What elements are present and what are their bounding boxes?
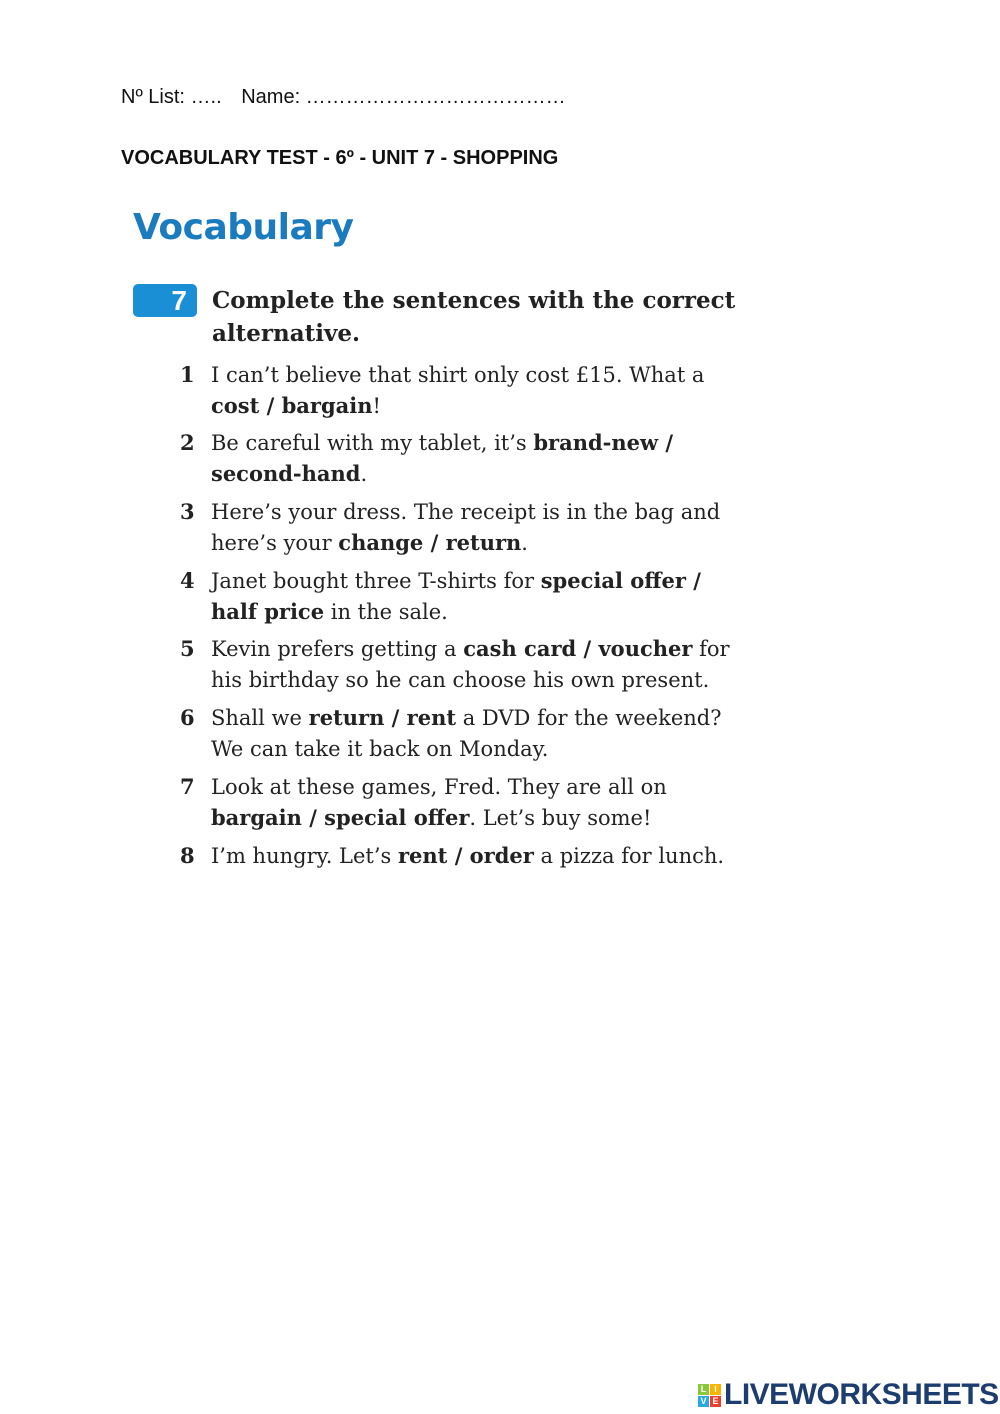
answer-options: half price (211, 598, 325, 624)
item-line (211, 734, 721, 765)
name-label: Name: ………………………………… (241, 86, 566, 108)
item-line (211, 634, 730, 665)
sentence-text: Be careful with my tablet, it’s (211, 431, 534, 455)
sentence-text: . (360, 461, 368, 486)
sentence-text: a DVD for the weekend? (456, 706, 722, 730)
item-line (211, 772, 667, 803)
item-number: 1 (180, 362, 195, 387)
answer-options: cost / bargain (211, 392, 373, 418)
exercise-item (180, 703, 721, 764)
logo-letter: L (698, 1384, 709, 1395)
item-line (211, 566, 701, 597)
answer-options: second-hand (211, 460, 361, 486)
logo-letter: E (710, 1396, 721, 1407)
answer-options: special offer / (540, 568, 701, 593)
sentence-text: a pizza for lunch. (533, 844, 725, 868)
item-line (211, 428, 673, 459)
sentence-text: Kevin prefers getting a (211, 637, 464, 661)
item-line (211, 803, 667, 834)
liveworksheets-logo (698, 1378, 999, 1412)
sentence-text: We can take it back on Monday. (211, 736, 549, 761)
item-line (211, 360, 704, 391)
item-number: 4 (180, 568, 195, 593)
logo-letter: I (710, 1384, 721, 1395)
answer-options: change / return (338, 529, 522, 555)
item-number: 7 (180, 774, 195, 799)
item-line (211, 497, 720, 528)
student-info-line (121, 86, 580, 109)
item-number: 8 (180, 843, 195, 868)
exercise-item (180, 566, 701, 627)
item-number: 2 (180, 430, 195, 455)
answer-options: brand-new / (533, 430, 674, 455)
exercise-instruction: Complete the sentences with the correct alternative. (212, 287, 736, 347)
test-title: VOCABULARY TEST - 6º - UNIT 7 - SHOPPING (121, 147, 559, 169)
sentence-text: I can’t believe that shirt only cost £15. What a (211, 363, 705, 387)
exercise-item (180, 841, 724, 872)
list-number-label: Nº List: ….. (121, 86, 222, 108)
item-line (211, 597, 701, 628)
item-number: 6 (180, 705, 195, 730)
exercise-item (180, 497, 720, 558)
item-number: 5 (180, 636, 195, 661)
sentence-text: his birthday so he can choose his own present. (211, 667, 710, 692)
item-line (211, 459, 673, 490)
exercise-item (180, 634, 730, 695)
item-line (211, 841, 724, 872)
item-number: 3 (180, 499, 195, 524)
sentence-text: Shall we (211, 706, 309, 730)
sentence-text: . (521, 530, 528, 555)
sentence-text: Here’s your dress. The receipt is in the bag and (211, 500, 721, 524)
item-line (211, 391, 704, 422)
sentence-text: . Let’s buy some! (469, 805, 652, 830)
exercise-item (180, 772, 667, 833)
answer-options: cash card / voucher (463, 636, 693, 661)
item-line (211, 528, 720, 559)
sentence-text: Janet bought three T-shirts for (211, 569, 541, 593)
sentence-text: ! (372, 393, 381, 418)
exercise-item (180, 360, 704, 421)
sentence-text: for (692, 637, 730, 661)
answer-options: rent / order (397, 843, 534, 868)
sentence-text: Look at these games, Fred. They are all on (211, 775, 667, 799)
sentence-text: in the sale. (324, 599, 448, 624)
sentence-text: I’m hungry. Let’s (211, 844, 398, 868)
section-heading: Vocabulary (133, 207, 354, 248)
exercise-item (180, 428, 673, 489)
answer-options: bargain / special offer (211, 804, 470, 830)
answer-options: return / rent (308, 705, 457, 730)
item-line (211, 703, 721, 734)
sentence-text: here’s your (211, 530, 339, 555)
item-line (211, 665, 730, 696)
logo-text: LIVEWORKSHEETS (724, 1378, 999, 1411)
logo-letter: V (698, 1396, 709, 1407)
logo-icon (698, 1384, 721, 1407)
exercise-number-badge: 7 (133, 284, 197, 317)
